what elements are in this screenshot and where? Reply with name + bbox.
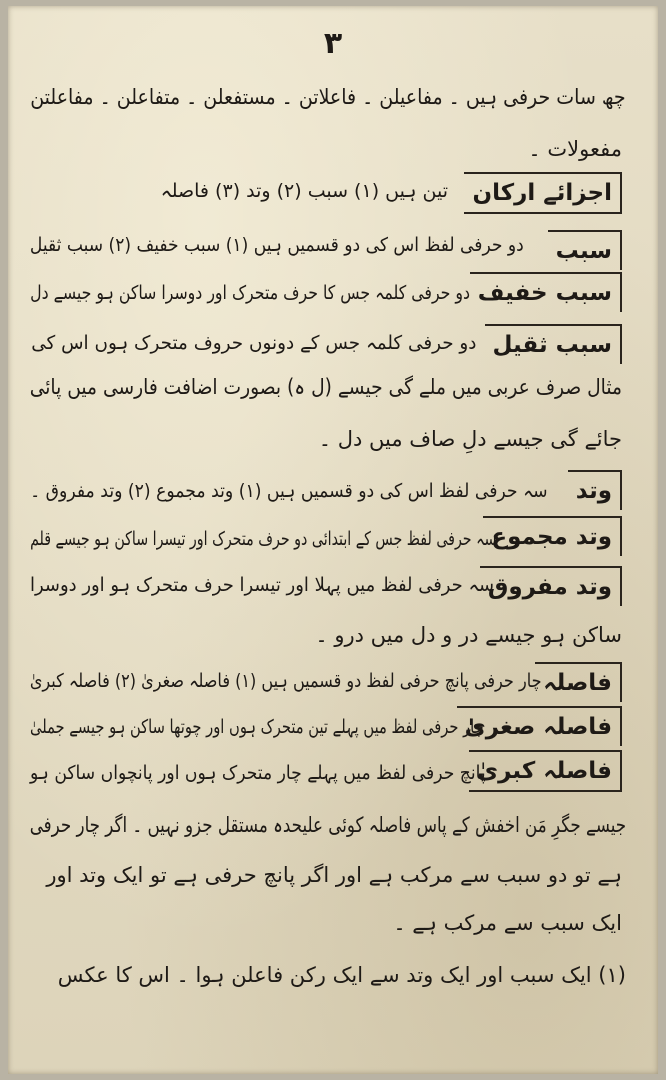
- term-label: وتد مجموع: [491, 524, 612, 550]
- term-label: سبب خفیف: [477, 280, 612, 306]
- term-label: فاصلہ صغریٰ: [464, 714, 612, 740]
- text-line: ایک سبب سے مرکب ہے ۔: [393, 911, 622, 935]
- term-label: فاصلہ: [543, 670, 612, 696]
- text-line: ہے تو دو سبب سے مرکب ہے اور اگر پانچ حرفی ہے تو ایک وتد اور: [46, 863, 622, 887]
- text-line: (۱) ایک سبب اور ایک وتد سے ایک رکن فاعلن ہوا ۔ اس کا عکس: [57, 963, 626, 987]
- text-line: مفعولات ۔: [528, 137, 622, 161]
- text-line: ساکن ہو جیسے در و دل میں درو ۔: [315, 623, 622, 647]
- page-number: ۳: [323, 26, 343, 61]
- term-definition: سہ حرفی لفظ اس کی دو قسمیں ہیں (۱) وتد مجموع (۲) وتد مفروق ۔: [30, 480, 548, 502]
- term-box: [483, 516, 622, 556]
- term-definition: سہ حرفی لفظ جس کے ابتدائی دو حرف متحرک اور تیسرا ساکن ہو جیسے قلم: [29, 528, 496, 550]
- text-line: چھ سات حرفی ہیں ۔ مفاعیلن ۔ فاعلاتن ۔ مستفعلن ۔ متفاعلن ۔ مفاعلتن: [30, 85, 626, 109]
- term-box: [485, 324, 622, 364]
- term-box: [548, 230, 622, 270]
- term-definition: دو حرفی کلمہ جس کے دونوں حروف متحرک ہوں اس کی: [30, 332, 476, 354]
- term-definition: سہ حرفی لفظ میں پہلا اور تیسرا حرف متحرک ہو اور دوسرا: [29, 574, 494, 596]
- text-line: جیسے جگرِ مَن اخفش کے پاس فاصلہ کوئی علیحدہ مستقل جزو نہیں ۔ اگر چار حرفی: [29, 813, 626, 837]
- term-label: اجزائے ارکان: [472, 180, 612, 206]
- term-definition: پانچ حرفی لفظ میں پہلے چار متحرک ہوں اور پانچواں ساکن ہو: [30, 762, 486, 784]
- term-label: وتد: [575, 478, 612, 504]
- term-box: [480, 566, 622, 606]
- text-line: مثال صرف عربی میں ملے گی جیسے (ل ہ) بصورت اضافت فارسی میں پائی: [29, 375, 622, 399]
- term-label: فاصلہ کبریٰ: [477, 758, 612, 784]
- term-definition: چار حرفی پانچ حرفی لفظ دو قسمیں ہیں (۱) فاصلہ صغریٰ (۲) فاصلہ کبریٰ: [30, 670, 542, 692]
- term-definition: چار حرفی لفظ میں پہلے تین متحرک ہوں اور چوتھا ساکن ہو جیسے جملیٰ: [30, 716, 484, 738]
- term-box: [568, 470, 622, 510]
- text-line: جائے گی جیسے دلِ صاف میں دل ۔: [318, 427, 622, 451]
- term-box: [464, 172, 622, 214]
- term-label: سبب: [555, 238, 612, 264]
- term-definition: تین ہیں (۱) سبب (۲) وتد (۳) فاصلہ: [160, 180, 448, 202]
- term-definition: دو حرفی لفظ اس کی دو قسمیں ہیں (۱) سبب خفیف (۲) سبب ثقیل: [30, 234, 524, 256]
- term-box: [535, 662, 622, 702]
- term-definition: دو حرفی کلمہ جس کا حرف متحرک اور دوسرا ساکن ہو جیسے دل: [30, 282, 470, 304]
- term-label: وتد مفروق: [487, 574, 612, 600]
- term-box: [469, 750, 622, 792]
- term-box: [470, 272, 622, 312]
- term-label: سبب ثقیل: [492, 332, 612, 358]
